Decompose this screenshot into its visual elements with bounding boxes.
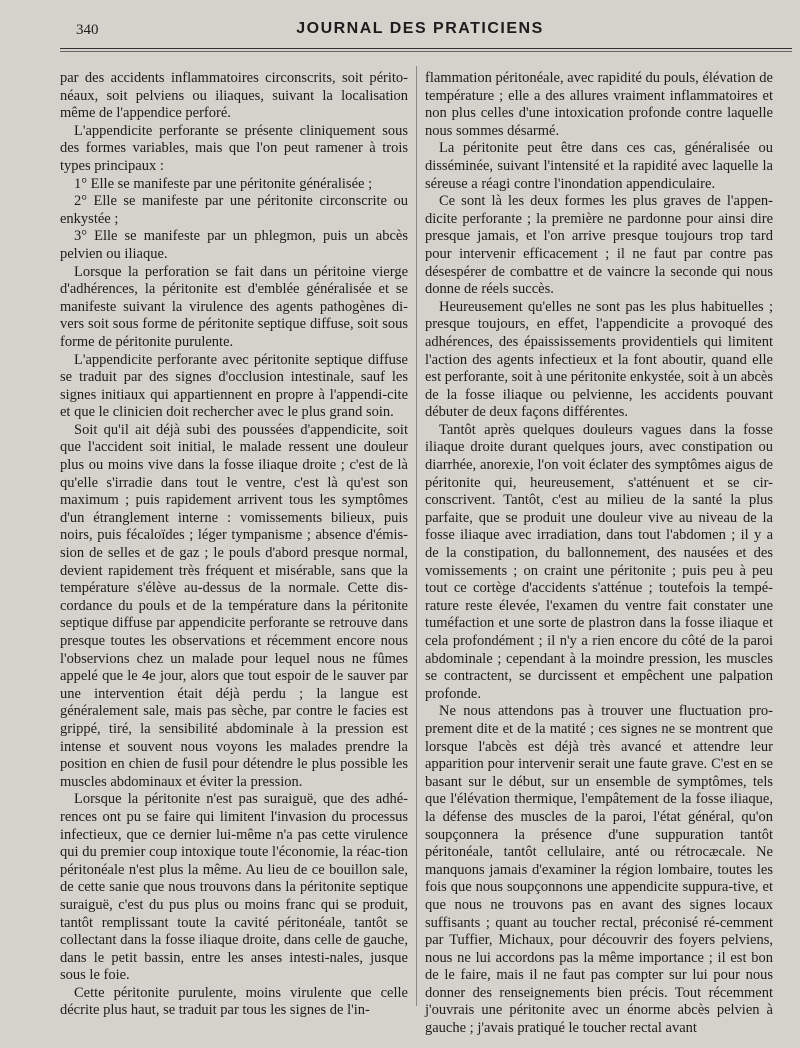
paragraph: par des accidents inflammatoires circonscrits, soit périto-néaux, soit pelviens ou iliaques, suivant la localisation même de l'appendice perforé. bbox=[60, 70, 408, 122]
paragraph: Tantôt après quelques douleurs vagues dans la fosse iliaque droite durant quelques jours, avec constipation ou diarrhée, anorexie, l'on voit éclater des symptômes aigus de péritonite qui, heureusement, s'atténuent et se cir-conscrivent. Tantôt, c'est au milieu de la santé la plus parfaite, que se produit une douleur vive au niveau de la fosse iliaque avec irradiation, dans tout l'abdomen ; il y a de la constipation, du ballonnement, des nausées et des vomissements ; on craint une péritonite ; puis peu à peu tout ce cortège d'accidents s'atténue ; toutefois la tempé-rature reste élevée, l'examen du ventre fait constater une tuméfaction et une sorte de plastron dans la fosse iliaque et cela profondément ; il n'y a rien encore du côté de la paroi abdominale ; cependant à la moindre pression, les muscles se contractent, se durcissent et empêchent une palpation profonde. bbox=[425, 421, 773, 702]
paragraph: 1° Elle se manifeste par une péritonite généralisée ; bbox=[74, 175, 373, 192]
right-column bbox=[425, 70, 773, 1037]
page-header bbox=[60, 20, 780, 42]
paragraph: 2° Elle se manifeste par une péritonite circonscrite ou enkystée ; bbox=[60, 193, 408, 227]
paragraph: Ce sont là les deux formes les plus graves de l'appen-dicite perforante ; la première ne pardonne pour ainsi dire presque jamais, et l'on arrive presque toujours trop tard pour intervenir efficacement ; il ne faut par contre pas désespérer de combattre et de vaincre la seconde qui nous donne de réels succès. bbox=[425, 193, 773, 298]
header-rule bbox=[60, 48, 792, 49]
page-number: 340 bbox=[76, 22, 99, 38]
left-column bbox=[60, 70, 408, 1019]
column-divider bbox=[416, 66, 417, 1006]
paragraph: Soit qu'il ait déjà subi des poussées d'appendicite, soit que l'accident soit initial, le malade ressent une douleur plus ou moins vive dans la fosse iliaque droite ; c'est de là qu'elle s'irradie dans tout le ventre, c'est là qu'est son maximum ; puis rapidement arrivent tous les symptômes d'un étranglement interne : vomissements bilieux, puis noirs, puis fécaloïdes ; léger tympanisme ; absence d'émis-sion de selles et de gaz ; le pouls d'abord presque normal, devient rapidement très fréquent et misérable, sans que la température s'élève au-dessus de la normale. Cette dis-cordance du pouls et de la température dans la péritonite septique diffuse par appendicite perforante se retrouve dans presque toutes les observations et récemment encore nous l'observions chez un malade pour lequel nous ne fûmes appelé que le 4e jour, alors que tout espoir de le sauver par une intervention était déjà perdu ; la langue est généralement sale, mais pas sèche, par contre le facies est grippé, tiré, la sensibilité abdominale à la pression est intense et souvent nous voyons les malades prendre la position en chien de fusil pour détendre le plus possible les muscles abdominaux et éviter la pression. bbox=[60, 421, 408, 790]
paragraph: L'appendicite perforante se présente cliniquement sous des formes variables, mais que l'on peut ramener à trois types principaux : bbox=[60, 122, 408, 174]
paragraph: La péritonite peut être dans ces cas, généralisée ou disséminée, suivant l'intensité et la rapidité avec laquelle la séreuse a réagi contre l'inondation appendiculaire. bbox=[425, 140, 773, 192]
paragraph: Ne nous attendons pas à trouver une fluctuation pro-prement dite et de la matité ; ces signes ne se montrent que lorsque l'abcès est déjà très avancé et attendre leur apparition pour intervenir serait une faute grave. C'est en se basant sur le début, sur un ensemble de symptômes, tels que l'élévation thermique, l'empâtement de la fosse iliaque, la défense des muscles de la paroi, l'état général, qu'on soupçonnera la présence d'une suppuration tantôt péritonéale, tantôt cellulaire, anté ou rétrocæcale. Ne manquons jamais d'examiner la région lombaire, toutes les fois que nous soupçonnons une appendicite suppura-tive, et que nous ne trouvons pas en avant des signes locaux suffisants ; quant au toucher rectal, préconisé ré-cemment par Tuffier, Michaux, pour découvrir des foyers pelviens, nous ne lui accordons pas la même importance ; il est bon de le faire, mais il ne faut pas compter sur lui pour nous donner des renseignements bien précis. Tout récemment j'ouvrais une péritonite avec un énorme abcès pelvien à gauche ; j'avais pratiqué le toucher rectal avant bbox=[425, 703, 773, 1037]
journal-title: JOURNAL DES PRATICIENS bbox=[296, 20, 544, 37]
paragraph: Lorsque la péritonite n'est pas suraiguë, que des adhé-rences ont pu se faire qui limitent l'invasion du processus infectieux, que ce dernier lui-même n'a pas cette virulence qui du premier coup intoxique toute l'économie, la réac-tion péritonéale n'est plus la même. Au lieu de ce bouillon sale, de cette sanie que nous trouvons dans la péritonite septique suraiguë, c'est du pus plus ou moins franc qui se produit, tantôt remplissant toute la cavité péritonéale, tantôt se collectant dans la fosse iliaque droite, dans celle de gauche, dans le petit bassin, entre les anses intesti-nales, jusque sous le foie. bbox=[60, 791, 408, 984]
paragraph: Heureusement qu'elles ne sont pas les plus habituelles ; presque toujours, en effet, l'appendicite a provoqué des adhérences, des épaississements providentiels qui limitent l'action des agents infectieux et la font aboutir, quand elle est perforante, soit à une péritonite enkystée, soit à un abcès de la fosse iliaque ou pelvienne, les accidents pouvant débuter de deux façons différentes. bbox=[425, 298, 773, 421]
paragraph: 3° Elle se manifeste par un phlegmon, puis un abcès pelvien ou iliaque. bbox=[60, 228, 408, 262]
paragraph: flammation péritonéale, avec rapidité du pouls, élévation de température ; elle a des allures vraiment inflammatoires et non plus celles d'une intoxication profonde contre laquelle nous sommes désarmé. bbox=[425, 70, 773, 139]
paragraph: Lorsque la perforation se fait dans un péritoine vierge d'adhérences, la péritonite est d'emblée généralisée et se manifeste suivant la virulence des agents pathogènes di-vers soit sous forme de péritonite septique diffuse, soit sous forme de péritonite purulente. bbox=[60, 263, 408, 350]
header-rule-thin bbox=[60, 51, 792, 52]
paragraph: L'appendicite perforante avec péritonite septique diffuse se traduit par des signes d'occlusion intestinale, sauf les signes initiaux qui appartiennent en propre à l'appendi-cite et que le clinicien doit rechercher avec le plus grand soin. bbox=[60, 351, 408, 421]
paragraph: Cette péritonite purulente, moins virulente que celle décrite plus haut, se traduit par tous les signes de l'in- bbox=[60, 984, 408, 1019]
